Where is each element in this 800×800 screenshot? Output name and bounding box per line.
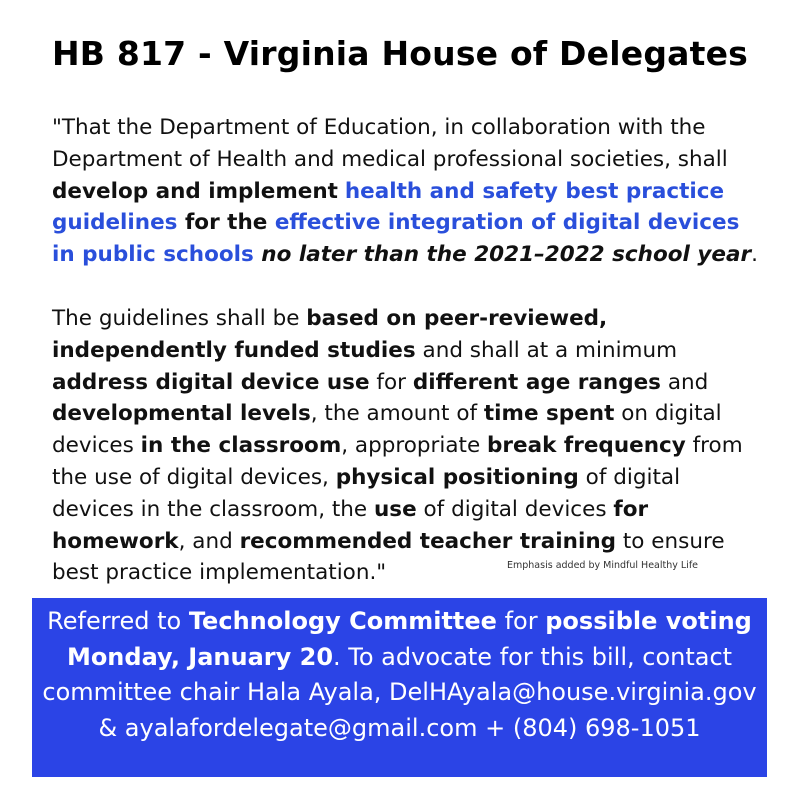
deadline-text: no later than the 2021–2022 school year: [253, 242, 752, 268]
quote-text: .: [751, 242, 758, 268]
quote-text: and shall at a minimum: [415, 337, 678, 363]
emphasis-text: develop and implement: [52, 178, 338, 204]
quote-text: on digital devices: [52, 401, 722, 459]
quote-text: , the amount of: [310, 401, 484, 427]
quote-text: "That the Department of Education, in collaboration with the Department of Health and medical professional societies, shall: [52, 115, 728, 172]
quote-text: of digital devices: [416, 496, 614, 522]
emphasis-text: time spent: [483, 401, 615, 427]
emphasis-text: physical positioning: [335, 464, 579, 490]
contact-text: . To advocate for this bill, contact committee chair Hala Ayala, DelHAyala@house.virginia.gov & ayalafordelegate@gmail.com + (804) 698-1051: [42, 642, 757, 742]
page-title: HB 817 - Virginia House of Delegates: [51, 34, 749, 73]
quote-text: , and: [178, 528, 240, 554]
emphasis-text: based on peer-reviewed, independently funded studies: [52, 305, 608, 363]
quote-text: , appropriate: [341, 433, 488, 459]
emphasis-text: different age ranges: [412, 369, 661, 395]
quote-text: for: [369, 369, 413, 395]
highlight-text: health and safety best practice guidelines: [52, 178, 725, 236]
quote-text: and: [660, 369, 709, 395]
emphasis-text: developmental levels: [52, 401, 311, 427]
call-to-action-banner: [32, 598, 767, 777]
quote-text: [338, 179, 345, 204]
emphasis-text: in the classroom: [140, 433, 342, 459]
emphasis-text: use: [374, 496, 417, 522]
quote-text: from the use of digital devices,: [52, 433, 743, 490]
banner-text: for: [496, 607, 546, 635]
quote-text: The guidelines shall be: [52, 305, 307, 331]
quote-paragraph-2: [52, 303, 762, 589]
emphasis-text: break frequency: [487, 433, 686, 459]
voting-date: possible voting Monday, January 20: [66, 607, 752, 671]
emphasis-text: for the: [177, 210, 275, 236]
banner-text: Referred to: [47, 607, 189, 635]
bill-quote: [52, 112, 762, 589]
committee-name: Technology Committee: [188, 607, 497, 635]
quote-paragraph-1: [52, 112, 762, 271]
quote-text: to ensure best practice implementation.": [52, 528, 725, 586]
quote-text: of digital devices in the classroom, the: [52, 464, 681, 522]
emphasis-text: recommended teacher training: [239, 528, 617, 554]
emphasis-note: Emphasis added by Mindful Healthy Life: [507, 560, 699, 571]
emphasis-text: address digital device use: [52, 369, 370, 395]
emphasis-text: for homework: [52, 496, 649, 554]
highlight-text: effective integration of digital devices in public schools: [52, 210, 740, 268]
